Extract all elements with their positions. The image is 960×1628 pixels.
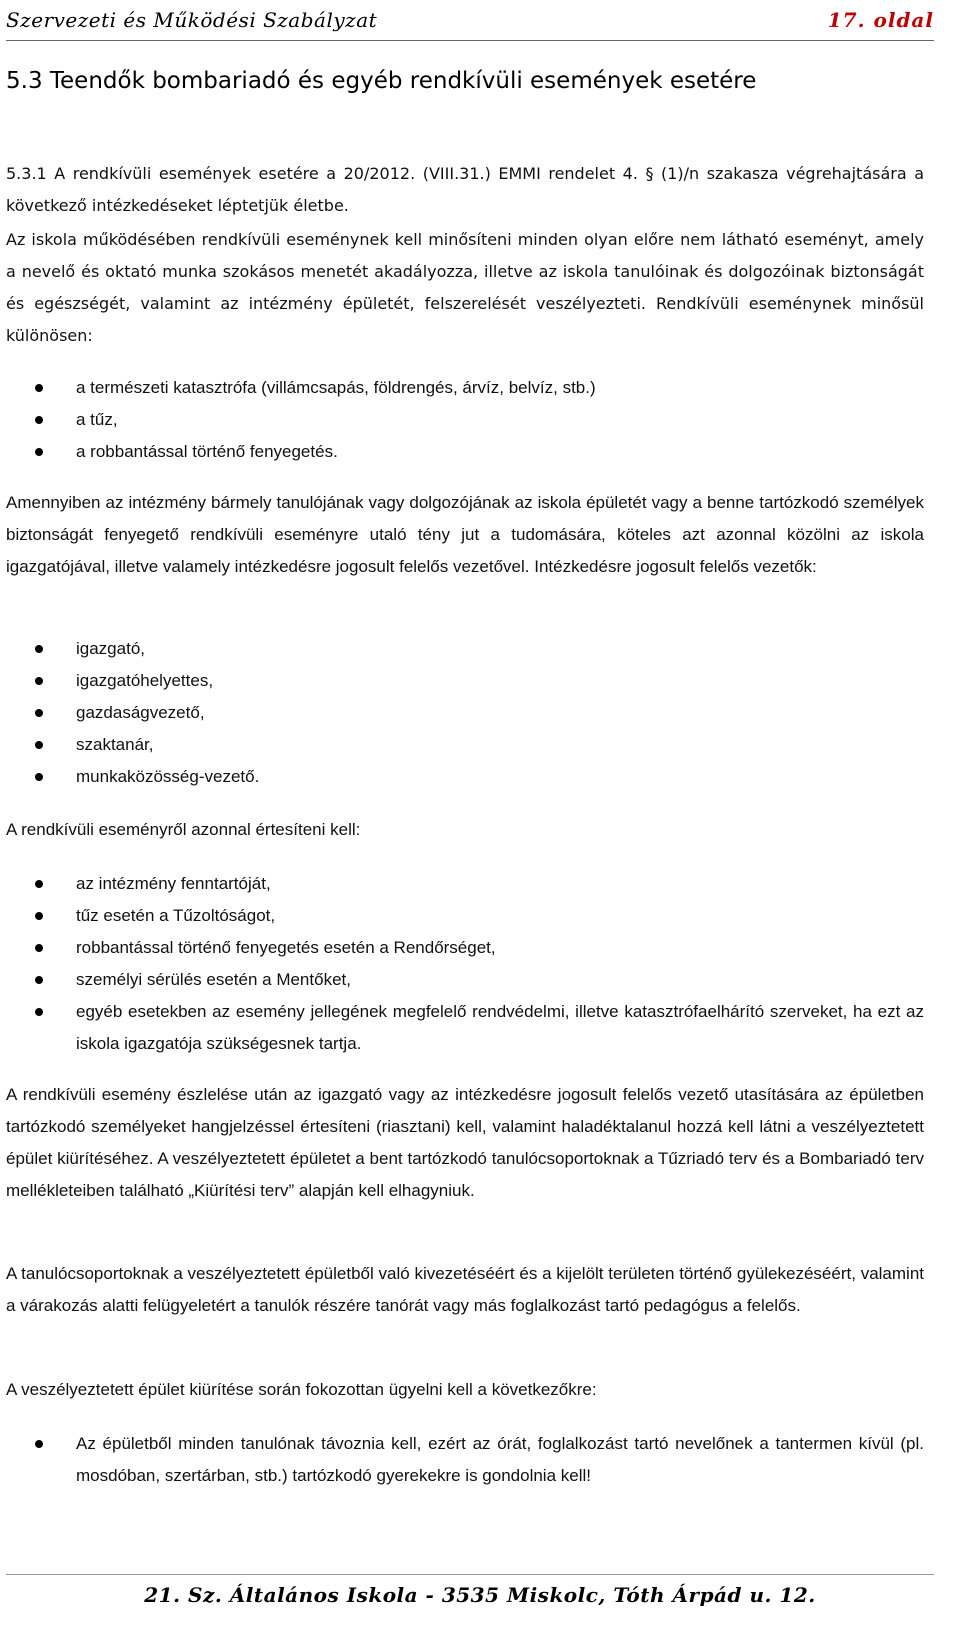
- list-item: Az épületből minden tanulónak távoznia kell, ezért az órát, foglalkozást tartó nevelőnek a tantermen kívül (pl. mosdóban, szertárban, stb.) tartózkodó gyerekekre is gondolnia kell!: [6, 1428, 924, 1492]
- header-divider: [6, 40, 934, 41]
- list-item: robbantással történő fenyegetés esetén a Rendőrséget,: [6, 932, 924, 964]
- paragraph-intro: 5.3.1 A rendkívüli események esetére a 20/2012. (VIII.31.) EMMI rendelet 4. § (1)/n szakasza végrehajtására a következő intézkedéseket léptetjük életbe.: [6, 164, 924, 215]
- paragraph-evacuation: A rendkívüli esemény észlelése után az igazgató vagy az intézkedésre jogosult felelős vezető utasítására az épületben tartózkodó személyeket hangjelzéssel értesíteni (riasztani) kell, valamint haladéktalanul hozzá kell látni a veszélyeztetett épület kiürítéséhez. A veszélyeztetett épületet a bent tartózkodó tanulócsoportoknak a Tűzriadó terv és a Bombariadó terv mellékleteiben található „Kiürítési terv” alapján kell elhagyniuk.: [6, 1085, 924, 1200]
- paragraph-definition: Az iskola működésében rendkívüli eseménynek kell minősíteni minden olyan előre nem látható eseményt, amely a nevelő és oktató munka szokásos menetét akadályozza, illetve az iskola tanulóinak és dolgozóinak biztonságát és egészségét, valamint az intézmény épületét, felszerelését veszélyezteti. Rendkívüli eseménynek minősül különösen:: [6, 230, 924, 345]
- list-item: az intézmény fenntartóját,: [6, 868, 924, 900]
- paragraph-supervision: A tanulócsoportoknak a veszélyeztetett épületből való kivezetéséért és a kijelölt területen történő gyülekezéséért, valamint a várakozás alatti felügyeletért a tanulók részére tanórát vagy más foglalkozást tartó pedagógus a felelős.: [6, 1264, 924, 1315]
- list-item: igazgatóhelyettes,: [6, 665, 924, 697]
- paragraph-reporting: Amennyiben az intézmény bármely tanulójának vagy dolgozójának az iskola épületét vagy a benne tartózkodó személyek biztonságát fenyegető rendkívüli eseményre utaló tény jut a tudomására, köteles azt azonnal közölni az iskola igazgatójával, illetve valamely intézkedésre jogosult felelős vezetővel. Intézkedésre jogosult felelős vezetők:: [6, 493, 924, 576]
- list-item: a tűz,: [6, 404, 924, 436]
- list-item: gazdaságvezető,: [6, 697, 924, 729]
- list-item: a robbantással történő fenyegetés.: [6, 436, 924, 468]
- page-footer: 21. Sz. Általános Iskola - 3535 Miskolc, Tóth Árpád u. 12.: [144, 1583, 816, 1607]
- list-item: szaktanár,: [6, 729, 924, 761]
- list-item: a természeti katasztrófa (villámcsapás, földrengés, árvíz, belvíz, stb.): [6, 372, 924, 404]
- page-header: [6, 4, 934, 40]
- list-evacuation-rules: [6, 1428, 924, 1492]
- list-event-types: [6, 372, 924, 468]
- list-notify-parties: [6, 868, 924, 1060]
- paragraph-notify: A rendkívüli eseményről azonnal értesíteni kell:: [6, 820, 361, 839]
- list-item: igazgató,: [6, 633, 924, 665]
- list-item: tűz esetén a Tűzoltóságot,: [6, 900, 924, 932]
- list-item: személyi sérülés esetén a Mentőket,: [6, 964, 924, 996]
- list-responsible-leaders: [6, 633, 924, 793]
- list-item: munkaközösség-vezető.: [6, 761, 924, 793]
- header-page-number: 17. oldal: [827, 8, 934, 32]
- footer-divider: [6, 1574, 934, 1575]
- paragraph-evacuation-care: A veszélyeztetett épület kiürítése során fokozottan ügyelni kell a következőkre:: [6, 1380, 597, 1399]
- section-title: 5.3 Teendők bombariadó és egyéb rendkívüli események esetére: [6, 68, 757, 94]
- header-title: Szervezeti és Működési Szabályzat: [6, 8, 378, 32]
- list-item: egyéb esetekben az esemény jellegének megfelelő rendvédelmi, illetve katasztrófaelhárító szerveket, ha ezt az iskola igazgatója szükségesnek tartja.: [6, 996, 924, 1060]
